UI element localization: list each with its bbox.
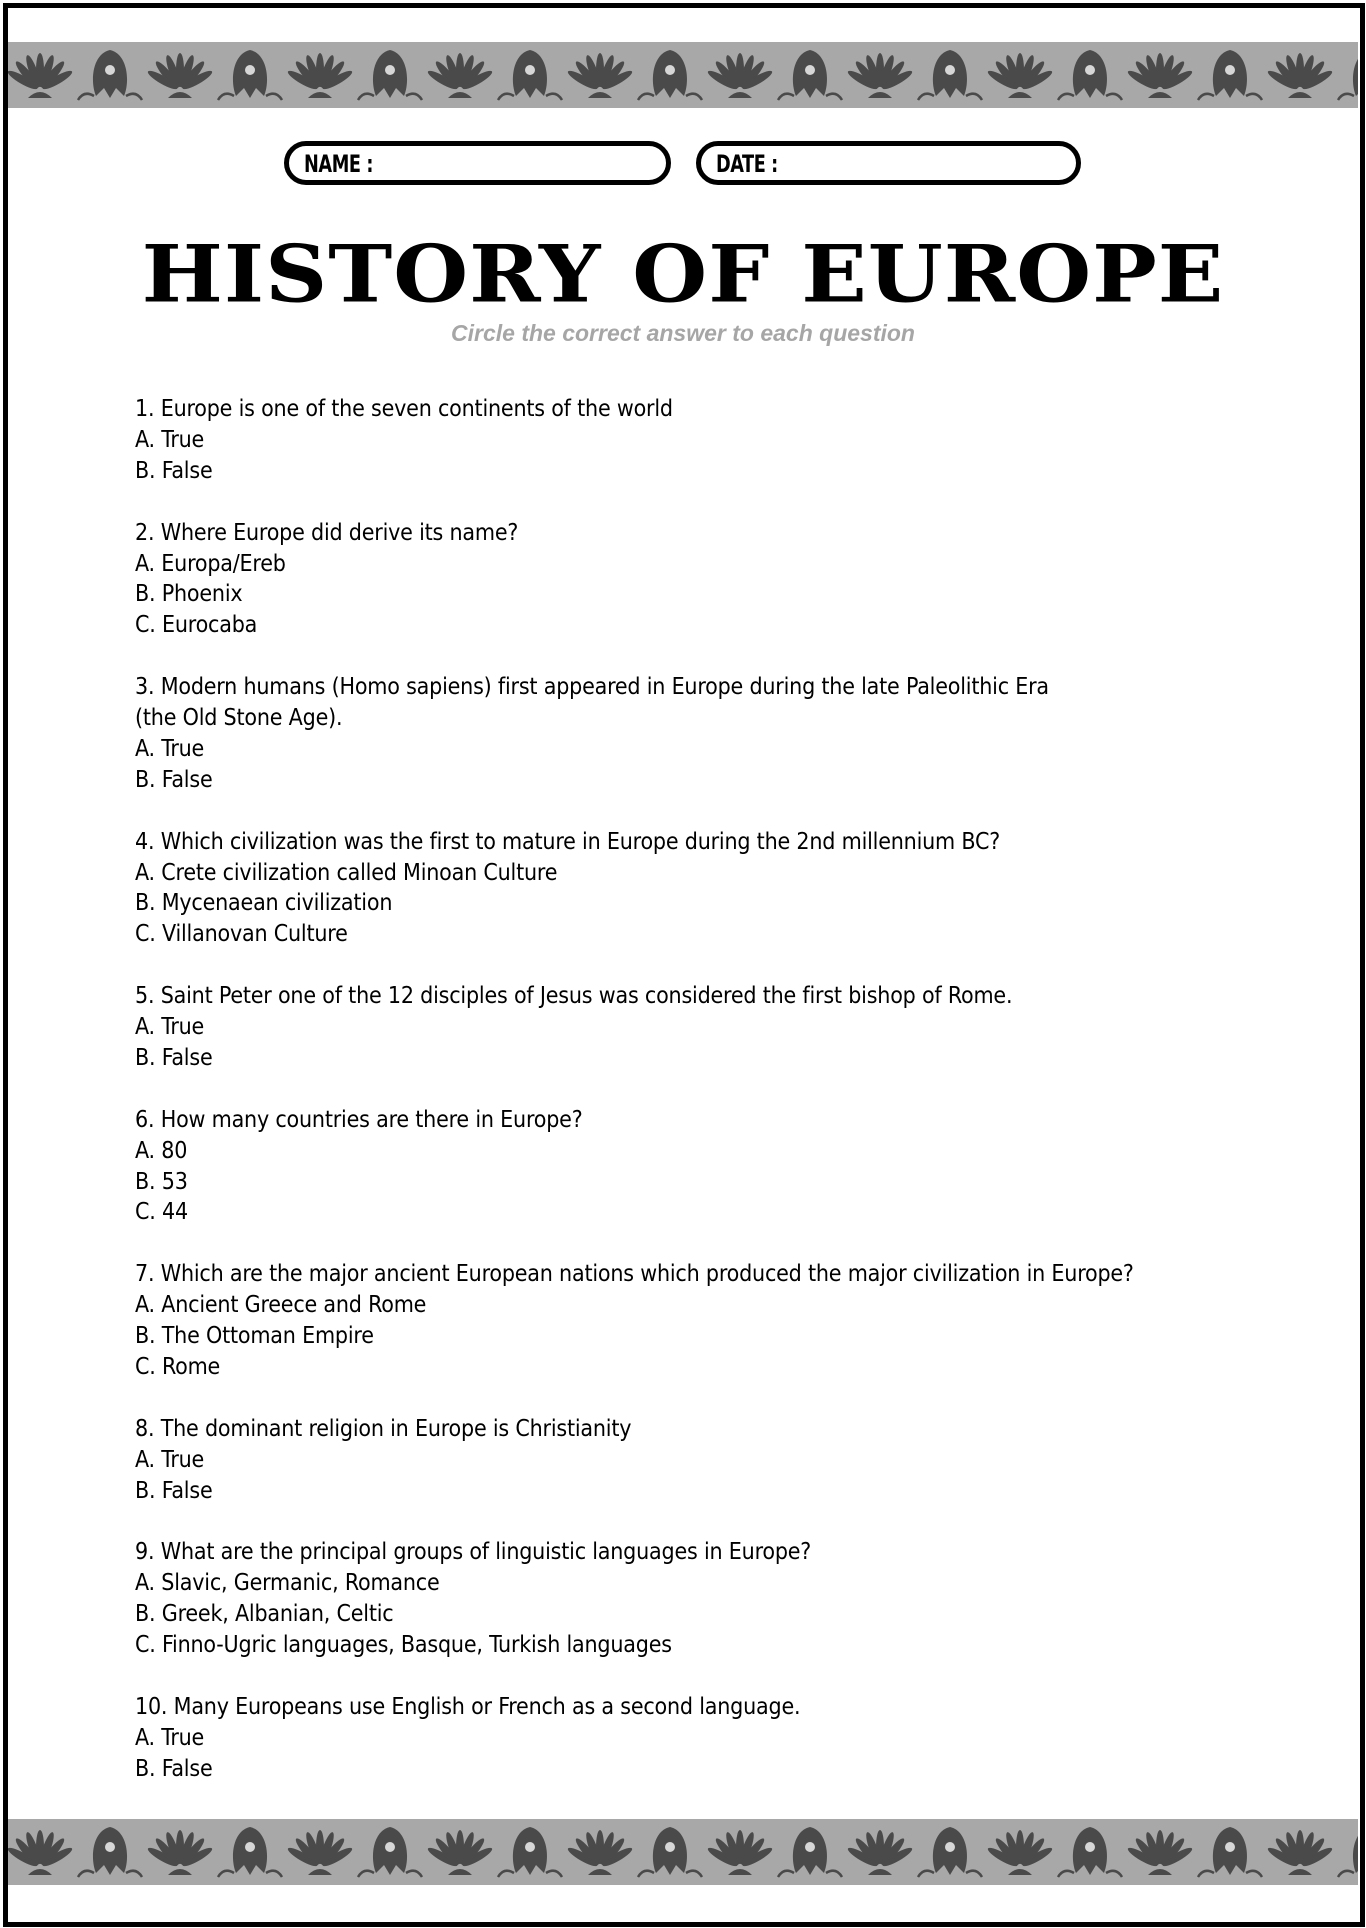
answer-option[interactable]: B. Phoenix [135, 581, 243, 608]
answer-option[interactable]: C. Eurocaba [135, 612, 258, 639]
lotus-ornament-icon [1338, 50, 1358, 100]
ornament-border-graphic [8, 1819, 1358, 1885]
answer-option[interactable]: A. Ancient Greece and Rome [135, 1292, 427, 1319]
lotus-ornament-icon [918, 1827, 982, 1877]
bottom-ornamental-border [8, 1819, 1358, 1885]
question-text: 5. Saint Peter one of the 12 disciples of Jesus was considered the first bishop of Rome. [135, 983, 1013, 1010]
lotus-ornament-icon [498, 50, 562, 100]
answer-option[interactable]: A. Crete civilization called Minoan Culture [135, 859, 558, 886]
palmette-ornament-icon [1266, 53, 1334, 98]
lotus-ornament-icon [78, 50, 142, 100]
lotus-ornament-icon [778, 1827, 842, 1877]
lotus-ornament-icon [1198, 50, 1262, 100]
question-text: 1. Europe is one of the seven continents of the world [135, 396, 673, 422]
answer-option[interactable]: B. False [135, 1477, 213, 1504]
palmette-ornament-icon [8, 1830, 74, 1875]
lotus-ornament-icon [218, 1827, 282, 1877]
lotus-ornament-icon [1058, 1827, 1122, 1877]
palmette-ornament-icon [146, 1830, 214, 1875]
answer-option[interactable]: C. Villanovan Culture [135, 921, 348, 948]
palmette-ornament-icon [286, 53, 354, 98]
question-item [135, 1105, 1335, 1229]
lotus-ornament-icon [218, 50, 282, 100]
answer-option[interactable]: C. Rome [135, 1354, 221, 1380]
answer-option[interactable]: A. Europa/Ereb [135, 550, 286, 577]
answer-option[interactable]: B. The Ottoman Empire [135, 1323, 374, 1350]
palmette-ornament-icon [706, 53, 774, 98]
answer-option[interactable]: B. False [135, 1044, 213, 1071]
date-label: DATE : [716, 150, 778, 178]
answer-option[interactable]: C. Finno-Ugric languages, Basque, Turkish languages [135, 1632, 672, 1659]
palmette-ornament-icon [846, 53, 914, 98]
palmette-ornament-icon [706, 1830, 774, 1875]
palmette-ornament-icon [8, 53, 74, 98]
palmette-ornament-icon [986, 1830, 1054, 1875]
question-item [135, 672, 1335, 796]
question-item [135, 981, 1335, 1074]
lotus-ornament-icon [1338, 1827, 1358, 1877]
lotus-ornament-icon [498, 1827, 562, 1877]
answer-option[interactable]: B. False [135, 1755, 213, 1782]
lotus-ornament-icon [1058, 50, 1122, 100]
palmette-ornament-icon [1126, 53, 1194, 98]
name-field[interactable] [284, 141, 671, 185]
answer-option[interactable]: B. Mycenaean civilization [135, 890, 393, 917]
instructions-subtitle: Circle the correct answer to each question [451, 320, 915, 346]
question-text: 7. Which are the major ancient European nations which produced the major civilization in Europe? [135, 1261, 1134, 1288]
answer-option[interactable]: A. True [135, 1446, 205, 1473]
question-item [135, 1414, 1335, 1507]
answer-option[interactable]: B. 53 [135, 1168, 188, 1195]
question-item [135, 827, 1335, 951]
question-item [135, 1259, 1335, 1383]
palmette-ornament-icon [566, 53, 634, 98]
question-text: 3. Modern humans (Homo sapiens) first appeared in Europe during the late Paleolithic Era (the Old Stone Age). [135, 674, 1049, 732]
answer-option[interactable]: A. True [135, 426, 205, 453]
palmette-ornament-icon [286, 1830, 354, 1875]
question-list [135, 394, 1335, 1816]
palmette-ornament-icon [986, 53, 1054, 98]
question-text: 6. How many countries are there in Europe? [135, 1106, 583, 1133]
question-item [135, 394, 1335, 487]
lotus-ornament-icon [638, 1827, 702, 1877]
question-item [135, 1692, 1335, 1785]
answer-option[interactable]: B. False [135, 457, 213, 484]
answer-option[interactable]: A. Slavic, Germanic, Romance [135, 1570, 440, 1597]
palmette-ornament-icon [846, 1830, 914, 1875]
answer-option[interactable]: B. Greek, Albanian, Celtic [135, 1601, 394, 1628]
palmette-ornament-icon [146, 53, 214, 98]
answer-option[interactable]: C. 44 [135, 1199, 188, 1226]
question-text: 8. The dominant religion in Europe is Christianity [135, 1415, 632, 1442]
question-item [135, 1537, 1335, 1661]
lotus-ornament-icon [358, 50, 422, 100]
question-text: 10. Many Europeans use English or French as a second language. [135, 1693, 801, 1720]
palmette-ornament-icon [566, 1830, 634, 1875]
answer-option[interactable]: B. False [135, 766, 213, 793]
answer-option[interactable]: A. True [135, 1724, 205, 1751]
question-text: 2. Where Europe did derive its name? [135, 519, 519, 546]
ornament-border-graphic [8, 42, 1358, 108]
top-ornamental-border [8, 42, 1358, 108]
lotus-ornament-icon [918, 50, 982, 100]
question-text: 9. What are the principal groups of linguistic languages in Europe? [135, 1539, 812, 1566]
palmette-ornament-icon [1126, 1830, 1194, 1875]
question-item [135, 518, 1335, 642]
palmette-ornament-icon [426, 53, 494, 98]
lotus-ornament-icon [1198, 1827, 1262, 1877]
lotus-ornament-icon [78, 1827, 142, 1877]
page-title: HISTORY OF EUROPE [141, 228, 1225, 321]
palmette-ornament-icon [1266, 1830, 1334, 1875]
lotus-ornament-icon [638, 50, 702, 100]
question-text: 4. Which civilization was the first to mature in Europe during the 2nd millennium BC? [135, 828, 1001, 855]
name-label: NAME : [304, 150, 374, 178]
date-field[interactable] [696, 141, 1081, 185]
answer-option[interactable]: A. True [135, 735, 205, 762]
answer-option[interactable]: A. 80 [135, 1137, 188, 1164]
answer-option[interactable]: A. True [135, 1014, 205, 1041]
lotus-ornament-icon [358, 1827, 422, 1877]
palmette-ornament-icon [426, 1830, 494, 1875]
lotus-ornament-icon [778, 50, 842, 100]
